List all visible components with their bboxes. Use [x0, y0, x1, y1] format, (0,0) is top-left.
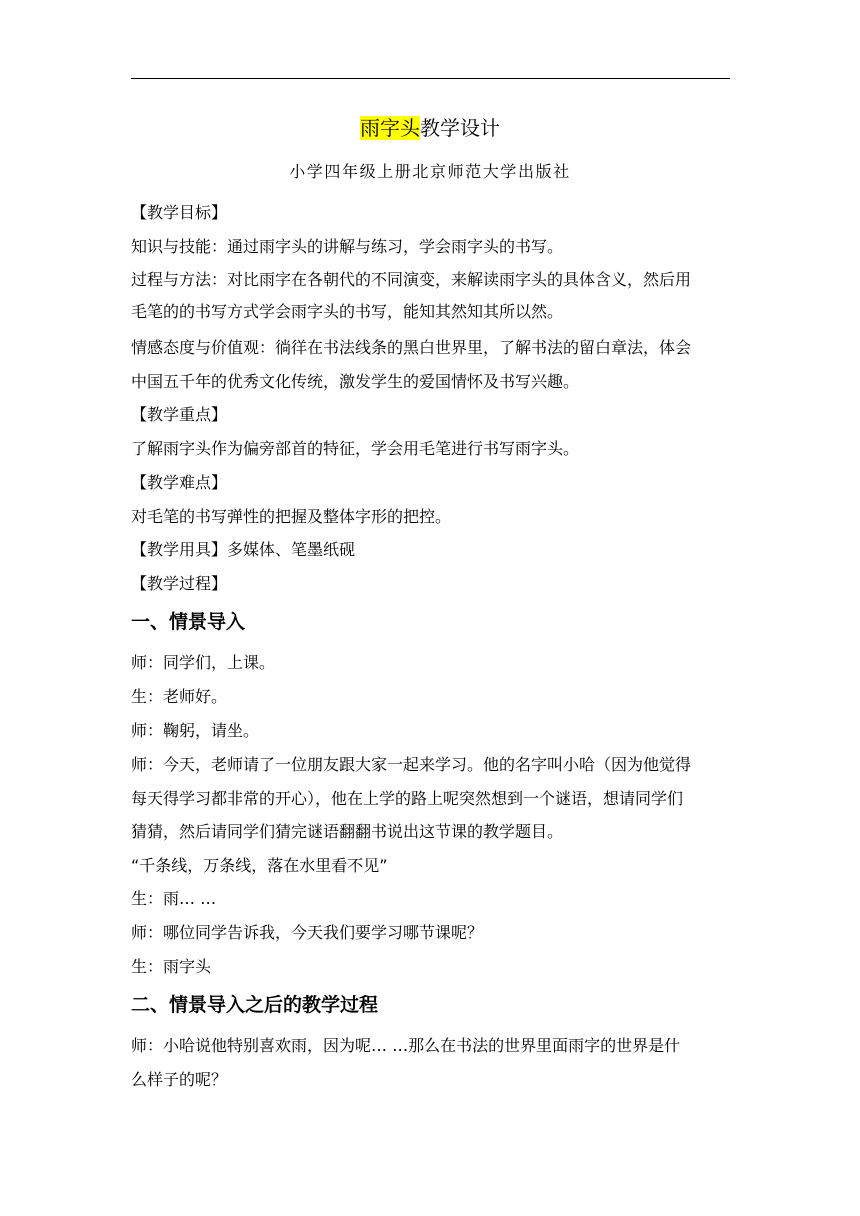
title-rest: 教学设计 — [420, 116, 500, 140]
dialog-line: 猜猜，然后请同学们猜完谜语翻翻书说出这节课的教学题目。 — [131, 822, 564, 841]
tools-line: 【教学用具】多媒体、笔墨纸砚 — [131, 540, 356, 559]
dialog-line: 师：哪位同学告诉我，今天我们要学习哪节课呢？ — [131, 923, 484, 942]
difficulty-heading: 【教学难点】 — [131, 473, 228, 492]
key-heading: 【教学重点】 — [131, 405, 228, 424]
dialog-line: 生：雨字头 — [131, 957, 212, 976]
key-text: 了解雨字头作为偏旁部首的特征，学会用毛笔进行书写雨字头。 — [131, 439, 580, 458]
dialog-line: 师：今天，老师请了一位朋友跟大家一起来学习。他的名字叫小哈（因为他觉得 — [131, 755, 692, 774]
dialog-line: 师：同学们，上课。 — [131, 653, 276, 672]
section2-heading: 二、情景导入之后的教学过程 — [131, 994, 379, 1016]
goals-heading: 【教学目标】 — [131, 203, 228, 222]
header-rule — [131, 78, 730, 79]
page-subtitle: 小学四年级上册北京师范大学出版社 — [289, 162, 571, 181]
difficulty-text: 对毛笔的书写弹性的把握及整体字形的把控。 — [131, 507, 452, 526]
dialog-line: 么样子的呢？ — [131, 1070, 228, 1089]
process-heading: 【教学过程】 — [131, 574, 228, 593]
dialog-line: 生：雨… … — [131, 889, 217, 908]
section1-heading: 一、情景导入 — [131, 611, 246, 633]
dialog-line: 师：鞠躬，请坐。 — [131, 721, 260, 740]
goal-emotion-line-2: 中国五千年的优秀文化传统，激发学生的爱国情怀及书写兴趣。 — [131, 372, 580, 391]
goal-process-line-2: 毛笔的的书写方式学会雨字头的书写，能知其然知其所以然。 — [131, 302, 564, 321]
goal-emotion-line-1: 情感态度与价值观：徜徉在书法线条的黑白世界里，了解书法的留白章法，体会 — [131, 338, 692, 357]
goal-knowledge: 知识与技能：通过雨字头的讲解与练习，学会雨字头的书写。 — [131, 237, 564, 256]
dialog-line: 师：小哈说他特别喜欢雨，因为呢… …那么在书法的世界里面雨字的世界是什 — [131, 1036, 681, 1055]
dialog-line: 每天得学习都非常的开心），他在上学的路上呢突然想到一个谜语，想请同学们 — [131, 789, 684, 808]
goal-process-line-1: 过程与方法：对比雨字在各朝代的不同演变，来解读雨字头的具体含义，然后用 — [131, 270, 692, 289]
riddle-line: “千条线，万条线，落在水里看不见” — [131, 856, 388, 875]
page-title — [0, 115, 860, 141]
title-highlight: 雨字头 — [360, 116, 420, 140]
dialog-line: 生：老师好。 — [131, 687, 228, 706]
